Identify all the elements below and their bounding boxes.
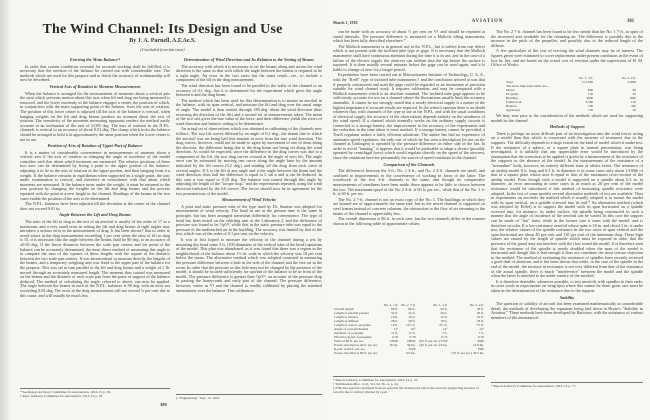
section-heading: Angle Between the Lift and Drag Beams xyxy=(59,212,131,218)
table-cell: 10 ft. xyxy=(440,315,448,319)
table-cell: 150 xyxy=(588,92,594,96)
table-cell: 0.70 xyxy=(392,335,399,339)
table-cell: 56 hp. xyxy=(406,343,416,347)
left-page-column-2-footnotes xyxy=(176,394,322,400)
table-cell: 56 ft. xyxy=(440,307,448,311)
table-cell: 3000 xyxy=(586,96,594,100)
section-heading: Stability xyxy=(559,294,575,300)
table-cell xyxy=(382,351,399,355)
paragraph: In order that certain conditions essential for accurate working shall be fulfilled, it is necessary that the erection of the balance be carried out with considerable care. The methods which are used for this purpose and to check the accuracy of workmanship will now be described. xyxy=(20,63,170,83)
table-cell: Effective speed of propeller xyxy=(334,335,372,339)
table-cell: 18 ft. xyxy=(440,319,448,323)
page-gutter-shadow xyxy=(0,0,12,420)
paragraph: A few particulars of the cost of erecting the wind channels may be of interest. The figures given were estimated to cover replacement under present conditions in the event of loss by fire, and are based on the actual cost of erection under the supervision of H. M. Office of Works: xyxy=(491,48,643,68)
paragraph: The No. 2 7-ft. channel has been found to be less steady than the No. 1 7-ft., in spite of the increased area available for the returning air. The difference is possibly due to the increase in the pitch of the propeller, and possibly also to the reduced length of the diffuser. xyxy=(491,30,643,48)
table-cell: 12° xyxy=(479,327,484,331)
table-cell: Power absorbed at 60 ft. per sec. xyxy=(334,351,379,355)
table-cell: £2000 xyxy=(627,80,636,84)
cost-table xyxy=(505,76,637,112)
paragraph: can be made with an accuracy of about ⅓ per cent on V², and should be repeated at stated intervals. The pressure difference is measured on a Mallock tilting manometer, which has been fully described elsewhere.* xyxy=(333,30,485,44)
table-cell: 4500 xyxy=(477,339,484,343)
running-head-page: 381 xyxy=(627,19,635,24)
paragraph: The N.P.L. balances have been adjusted till the deviation at the center of the channel does not exceed 0.01 in. xyxy=(20,201,170,211)
table-cell: 28 ft. xyxy=(408,319,416,323)
table-cell: Balance xyxy=(506,104,517,108)
section-heading: Methods of Support xyxy=(549,124,585,130)
table-cell: 11 ft. xyxy=(408,331,416,335)
paragraph: The differences between the 3-ft., No. 1 4-ft., and No. 2 4-ft. channels are small, and confined to improvements in the convenience of working in favor of the latter. The woodwork of the two 4-ft. channels is the same, and though no comparative measurements of steadiness have been made, there appears to be little to choose between the two. The maximum speed of the No. 2 4-ft. is 60 ft. per sec., while that of the No. 1 4-ft. is 60 ft. per sec. xyxy=(333,168,485,197)
paragraph: The Mallock manometer is in general use at the N.P.L., but it suffers from one defect which is not present with the inclined tube type of gage. It is necessary that the Mallock manometer shall have continuous attention during the time it is in use, and in the case of a failure of the electric supply the observer can seldom shut the tap before the surface is ruptured. It is then usually several minutes before the gage can be used again, and it is liable to change of zero for a longer period. xyxy=(333,43,485,72)
table-cell: 110 hp. xyxy=(405,351,416,355)
table-cell: 50 xyxy=(632,108,636,112)
right-page-column-2-footnotes xyxy=(491,382,643,388)
paragraph: Experiments have been carried out at Massachusetts Institute of Technology, U. S. A., with the "Krell" type of inclined tube manometer,† and the conclusion arrived at was that if properly constructed and used the gage could be regarded as an instrument of precision suitable for wind channel work. It requires calibration, and may be compared with a Mallock manometer which is an absolute standard. The inclined tube gage appears to be sufficiently accurate for use on a channel where the fluctuations usually limit the accuracy attainable. It cannot be too strongly stated that a steady electrical supply is a matter of the highest importance if accurate results are required. In the writer's opinion there is no doubt whatever that, with channels of the type in use at the N.P.L. and with the usual conditions of electrical supply, the accuracy of the observations depends entirely on the steadiness of the wind speed. If a channel which normally works on the ordinary supply circuits is connected to a storage battery, the improvement in the accuracy of the experiments and the reduction in the time taken is most marked. If a storage battery cannot be provided, a Tirrill regulator makes a fairly efficient substitute. The author has had no experience of automatic speed regulators; the only one of which he has seen a description (in use on the channel at Göttingen) is operated by the pressure difference on either side of the fan. In order to avoid "hunting," it appears that it would be preferable to adopt a device (possibly operated by centrifugal force) which would regulate directly on the speed of the airscrew, since the variations here are presumably the source of speed variations in the channel. xyxy=(333,72,485,161)
table-cell: 56 ft. xyxy=(476,307,484,311)
paragraph: It is a matter of considerable convenience in measurements of moment about a vertical axis if the axis of rotation in changing the angle of incidence of the model coincides with that about which moments are measured. The relative positions of these two axes can be determined by fixing a point to the upper portion of the balance, adjusting it to lie in the axis of rotation of the upper portion, and then hanging from it a weight. If the balance remains in equilibrium when supported on a single point, the axis under examination is vertical, and therefore in coincidence with that about which moments are measured. If the balance turns under the weight, it must be returned to the zero position by changing the weights on the lift and drag beams and the process repeated with the point at a new height in the channel. Readings of the beams in the two cases enable the position of the axis to be determined. xyxy=(20,149,170,201)
table-cell: Apparatus xyxy=(506,108,520,112)
table-cell: (40 ft. per sec.) 8 hp. xyxy=(419,343,448,347)
paragraph: The No. 2 7-ft. channel is not an exact copy of the No. 1. The buildings in which they are housed are of approximately the same size, but as the newer channel is supported on steel frames instead of concrete columns, the obstruction to the flow of air returning to the intake of the channel is appreciably less. xyxy=(333,196,485,216)
table-cell: 7 ft. xyxy=(478,331,484,335)
table-row xyxy=(333,351,485,355)
table-cell: R.p.m. at 60 ft. per sec. xyxy=(334,347,366,351)
paragraph: The question of stability of aircraft has been examined mathematically in considerable detail, the methods of developing the equations being laid down in Bryan's "Stability in Aviation." These methods have been developed by Bairstow, with the assistance of various members of the aeronautical xyxy=(491,301,643,320)
table-cell: 150 xyxy=(588,108,594,112)
running-head-date: March 1, 1918 xyxy=(333,20,358,25)
table-cell: Angle of cone (included) xyxy=(334,327,368,331)
table-cell: Total xyxy=(506,80,513,84)
table-cell: 32 ft. xyxy=(391,311,399,315)
table-cell: 16 ft. xyxy=(408,315,416,319)
table-cell: 700 xyxy=(588,104,594,108)
running-head-journal: AVIATION xyxy=(471,19,504,24)
continuation-note: (Concluded from last issue) xyxy=(140,47,185,52)
section-heading: Erecting the Main Balance* xyxy=(69,57,121,62)
paragraph: The wind direction has been found to be parallel to the walls of the channel to an accuracy of 0.1 deg., but it is determined for the experiment which gives the angle between it and the drag beam. xyxy=(176,82,322,98)
table-cell: 14° xyxy=(442,327,448,331)
table-cell: No. 2, 7 ft. xyxy=(401,303,416,307)
table-cell: Overall length xyxy=(334,307,354,311)
page-number: 380 xyxy=(160,402,167,407)
table-cell: 80 xyxy=(632,88,636,92)
table-cell: Length of diffuser xyxy=(334,319,359,323)
table-cell: Length of parallel portion xyxy=(334,311,369,315)
footnote: * Report Advisory Committee for Aeronautics, 1912-13, p. 33. xyxy=(333,378,419,382)
table-cell: Motor xyxy=(506,88,515,92)
table-cell: 65 xyxy=(632,92,636,96)
table-cell: Length of cone to propeller xyxy=(334,323,372,327)
table-cell: No. 1, 4 ft. xyxy=(433,303,448,307)
footnote: ‡ "Engineering," Sept. 13, 1912. xyxy=(176,396,221,400)
paragraph: The method which has been used for this determination is to mount an aerofoil in the balance, with its span vertical, and measure the lift and drag over the usual range of angle. The model is then rotated through 180 deg. about the wind direction (thus reversing the direction of the lift) and a second set of measurements taken. The mean of the two sets gives the true value of the force, and their difference yields the errors of wind direction and balance setting to be determined. xyxy=(176,97,322,126)
right-page xyxy=(325,0,650,420)
table-cell: Watts at 60 ft. per sec. xyxy=(334,339,365,343)
section-heading: Determination of Wind Direction and Its Relation to the Setting of Beams xyxy=(183,57,315,62)
table-cell: 7 ft. xyxy=(442,331,448,335)
table-cell: Propeller xyxy=(506,92,519,96)
footnote: † Smithsonian Misc. Coll., Vol. 62, No. 4, p. 24. xyxy=(333,382,399,386)
table-cell: 7½ ft. xyxy=(475,323,484,327)
channel-dimensions-table xyxy=(333,303,485,355)
paragraph: We may now pass to the consideration of the methods which are used for supporting models in the channel. xyxy=(491,114,643,123)
right-page-column-1 xyxy=(333,30,485,302)
table-cell: No. 2, 4 ft. xyxy=(469,303,484,307)
table-cell: 10 ft. xyxy=(476,315,484,319)
table-cell: No. 1, 7 ft. xyxy=(578,76,594,80)
section-heading: Position of Axis of Rotation of Upper Part of Balance xyxy=(47,143,143,149)
table-cell: 10 ft. xyxy=(391,323,399,327)
paragraph: The overall dimension is 86 ft. in each case, but the two channels differ in the manner shown in the following table of approximate values: xyxy=(333,216,485,226)
article-byline: By J. A. Parnell, A.F.Ae.S. xyxy=(129,38,196,44)
table-cell: 20 ft. xyxy=(476,311,484,315)
table-cell: 1000 xyxy=(408,347,416,351)
table-cell: £11,000 xyxy=(582,80,594,84)
table-cell: 1000 xyxy=(629,96,636,100)
left-page-column-2 xyxy=(176,56,322,390)
paragraph: The ratio of the lift to drag in the test of an aerofoil is usually of the order of 17 as a maximum, and a very small error in setting the lift and drag beams at right angles may introduce a serious error in the measurement of drag. It has been shown† that in order to avoid errors in the drag measurement exceeding 1 per cent when the ratio of lift to drag is 15, it is necessary that the angle between the beams shall be 90 deg. to an accuracy of ±0.03 deg. If the linear distances between the scale pan centers and the point of the balance can be accurately determined, the most direct method of measuring this angle is to compare the sum of the squares of these lengths with the square of the distance between the two scale pan centers. It was inconvenient to measure directly the lengths of the beams, and a temporary weighing arm was fixed to the upper part of the balance for the purpose. This was set in turn parallel to the lift and drag beams and a weight of 1 lb. moved through an accurately measured length. The moment thus caused was measured on the beams and the distance of each scale pan from the point of support of the balance deduced. The method of calculating the angle, referred to above, can now be applied. The angle between the beams in each of the N.P.L. balances is 90 deg. with an error not exceeding 0.03 deg. The error in the drag measurement will not exceed ½ per cent due to this cause, and will usually be much less. xyxy=(20,219,170,298)
table-cell: 1500 xyxy=(477,347,484,351)
table-cell: 11 ft. xyxy=(391,331,399,335)
table-cell: 65 hp. xyxy=(389,343,399,347)
footnote: ‡ Effective speed is calculated from air speed in the channel just before the airscrew (neglecting increase of velocity due to inflow) divided by r.p.m. xyxy=(333,386,479,394)
table-cell: 0.72 xyxy=(441,335,448,339)
footnote: † Rept. Advisory Committee for Aeronautics, 1912-13, p. 65. xyxy=(20,394,104,398)
table-cell: 0.76 xyxy=(478,335,484,339)
table-cell: No. 2, 4 ft. xyxy=(621,76,636,80)
table-cell: No. 1, 7 ft. xyxy=(383,303,399,307)
right-page-column-2 xyxy=(491,114,643,379)
section-heading: Comparison of the Channels xyxy=(383,161,435,167)
paragraph: When the balance is arranged for the measurement of moments about a vertical axis the strut which prevents motion about this axis when lift and drag are being measured is removed, and the lower extremity of the balance engages a center, the position of which, in conjunction with the main supporting point of the balance, fixes the axis of rotation. The position of this lower center is adjusted till the axis of the balance is vertical, when hanging weights on the lift and drag beams produce no moment about the axis of rotation. The sensitivity of the moments measuring apparatus renders the method easily accurate to an inclination of the axis of 0.005 deg. The axis of rotation in the N.P.L. channels is vertical to an accuracy of about 0.01 deg. The clamp which locks the balance should be arranged to hold it in approximately the same position when the lower center is not in use. xyxy=(20,90,170,142)
right-page-column-2-top xyxy=(491,30,643,74)
table-cell: 2,500 xyxy=(585,100,594,104)
paragraph: There is perhaps no more difficult part of an investigation into the wind forces acting on a model than that which is concerned with the increase of resistance due to the supports. The difficulty depends to a large extent on the kind of model which is under test. If the resistance of a sphere, or a square plate in normal presentation, was being investigated, it is unlikely that any appreciable error would be introduced by the assumption that the correction to be applied is given by a measurement of the resistance of the supports in the absence of the model. In the measurement of the resistance of a "streamline" body, however, an entirely different state of affairs exists. The resistance of an airship model 8 ft. long and 0.5 ft. in diameter is in some cases only about 1/100th of that of a square plate whose area is equal to that of the maximum cross-section of the airship model. Even though such a model is supported on a spindle about 0.3 in. in diameter, an error amounting in some cases to as much as 20 per cent of the model resistance would be introduced if this method of measuring spindle resistance were adopted. In the test of some models several alternative methods of test are available. Thus in experiments on aerofoils the method which is usually adopted is to mount the model with its span vertical, on a spindle screwed into its end.* An alternative method (which was adopted by Eiffel) is to support the model with its span horizontal on a spindle screwed into, for instance, its under surface, the spindle being constructed in such a manner that the angle of incidence of the aerofoil can be varied. In this case the support can be made of "fan" form, while in the former case it turns with the model, and is therefore circular. If a low-resistance aerofoil whose span is 18 in. and chord 3 in. is under test, the relative values of the spindle resistance in the two cases of span vertical and the span horizontal are about 40 per cent and 110 per cent of the minimum drag. These high values are caused by the length of spindle which must be exposed in order that the presence of the guard may not interfere with the flow round the model. It is therefore seen that the resistance of the spindle is nearly doubled when the span of the model is horizontal and though this is bad enough it does not constitute the most serious objection to the method. The method of evaluating the resistance of spindles have recently received a good deal of attention, and it has been shown that while, in the case of the spindle in the end of the model, the increase in resistance is not very different from that of the resistance of the actual spindle, there is much "interference" between the model and the spindle when the latter is attached to the under surface of the aerofoil. xyxy=(491,130,643,279)
table-cell: 28 ft. xyxy=(391,319,399,323)
table-cell: 14.8 hp. xyxy=(472,343,484,347)
table-cell: 300 xyxy=(630,104,636,108)
table-cell xyxy=(416,351,448,355)
table-cell: (60 ft. per sec.) 5700 xyxy=(419,339,448,343)
table-cell: 800 xyxy=(588,88,594,92)
paragraph: It was at first hoped to measure the velocity in the channel during a test by mounting this head some 3 ft. (100 diameters of the vertical tube of the head) upstream of the model. This plan was abandoned, as it was found that there was a region in the neighborhood of the balance about 1½ in. wide in which the velocity was 10 per cent below the mean. The alternative method which was adopted consisted in measuring the pressure difference between a hole in the side of the channel and the free air in the room. In order that the pressure in this hole may not be changed by the presence of the model, it should be located sufficiently far upwind of the balance to be in front of the model. The pressure difference is greater than ½ρV², on account of the pressure drop in passing the honeycomb and early part of the channel. The pressure difference, however, varies as V² and the channel is readily calibrated by placing the standard anemometer over the balance. This calibration xyxy=(176,236,322,293)
table-cell: 20 ft. xyxy=(440,311,448,315)
table-cell: (70 ft. per sec.) 36.5 hp. xyxy=(451,351,484,355)
table-cell: Framework xyxy=(506,100,522,104)
table-cell: 0.78 xyxy=(409,335,416,339)
table-cell: Building xyxy=(506,96,518,100)
table-cell: 16 ft. xyxy=(391,315,399,319)
paragraph: An actual set of observations which was obtained in calibrating of the channels now follows. The two lift curves differed by an angle of 0.2 deg., the datum line to which the aerofoil was set being half this amount in error from the true wind direction. The drag curves, however, could not be made to agree by movement of one of them along the abscissa; the difference being due to the drag beam not being set along the wind direction. As would be expected, since the difference in the drag curves was due to a component of the lift, the two drag curves crossed at the angle of zero lift. The angle error can be estimated by moving one curve along the angle base by the amount indicated by the lift curves (0.2 deg.) and reading off the drag from each curve at several angles. If L is the lift at any angle and α the angle between the beam and the wind direction, then half the difference is equal to L sin α and α can be deduced. In this case α was equal to 0.18 deg. The balance was turned through this angle by adjusting the length of the "torque stop," and the experiments repeated, using the wind direction indicated by the lift curves. The forces should now be in agreement for the two presentations of the model. xyxy=(176,126,322,196)
left-page-column-1 xyxy=(20,56,170,382)
table-cell: 12½ ft. xyxy=(405,323,416,327)
table-cell: 18000 xyxy=(406,339,416,343)
section-heading: Measurement of Wind Velocity xyxy=(221,197,277,203)
paragraph: The accuracy with which it is necessary to set the beams along and across the wind direction is the same as that with which the angle between the beams is required to be a right angle. An error in the two cases has the same result—viz., to include a component of the lift in the drag measurement. xyxy=(176,63,322,83)
table-cell: Power absorbed at 40 ft. per sec. xyxy=(334,343,379,347)
table-subheading: The more important items are— xyxy=(506,84,550,88)
article-title: The Wind Channel: Its Design and Use xyxy=(42,22,283,37)
section-heading: Vertical Axis of Rotation in Moment Measurements xyxy=(49,83,141,89)
table-cell: 32 ft. xyxy=(408,311,416,315)
paragraph: It is therefore desirable, whenever possible, to test aerofoils with spindles in their ends; in cases (such as experiments on wing tips) where this cannot be done, great care must be taken in the determination of the resistance due to the support. xyxy=(491,278,643,293)
table-cell: 6½ ft. xyxy=(439,323,448,327)
left-page-column-1-footnotes xyxy=(20,388,170,398)
paragraph: A pitot and static pressure tube of the type used by Dr. Stanton was adopted for measurement of wind velocity. The head in use at the present time is the same in principle, but has been arranged somewhat differently for convenience. The type of head has been tested on the whirling arm at the Laboratory,‡ and the difference of pressure was found to be ½ρV², while that in the static pressure tube was equal to the pressure of the undisturbed air in the building. The accuracy was limited by that of the test, which was of the order of 0.1 per cent on the velocity. xyxy=(176,203,322,237)
table-cell: 13° xyxy=(393,327,399,331)
table-cell: 86 ft. xyxy=(408,307,416,311)
table-cell: 150 xyxy=(630,100,636,104)
table-cell: 23000 xyxy=(389,339,399,343)
table-cell: Diameter of propeller xyxy=(334,331,364,335)
footnote: * Report Advisory Committee for Aeronautics, 1912-13, p. 77. xyxy=(491,384,577,388)
footnote: * See Report Advisory Committee for Aeronautics, 1912-13, p. 36. xyxy=(20,390,111,394)
right-page-column-1-footnotes xyxy=(333,376,485,394)
table-cell: 10° xyxy=(410,327,416,331)
table-row xyxy=(505,108,637,112)
table-cell: Length to balance xyxy=(334,315,359,319)
table-cell: 86 ft. xyxy=(391,307,399,311)
table-cell: 18 ft. xyxy=(476,319,484,323)
